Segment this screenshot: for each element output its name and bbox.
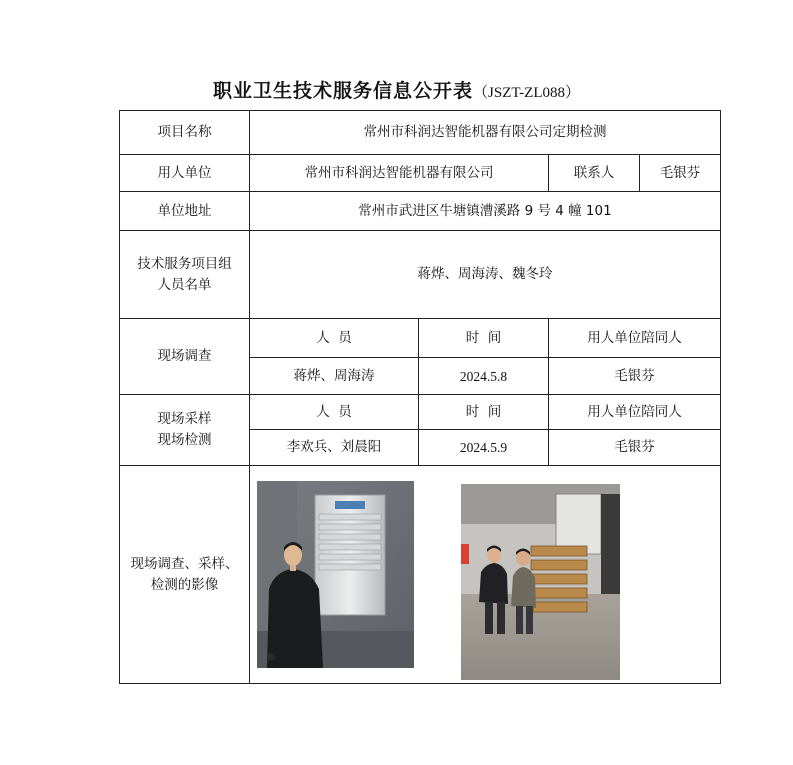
photo-sign-board [257, 481, 414, 668]
survey-col-personnel: 人 员 [250, 319, 419, 358]
row-project-name [120, 111, 721, 155]
row-survey-header [120, 319, 721, 358]
row-images [120, 466, 721, 684]
info-table [119, 110, 721, 684]
title-code: （JSZT-ZL088） [473, 85, 580, 101]
row-team [120, 231, 721, 319]
survey-label: 现场调查 [120, 319, 250, 395]
contact-label: 联系人 [549, 155, 640, 192]
project-name-label: 项目名称 [120, 111, 250, 155]
document-title [0, 76, 793, 103]
survey-col-time: 时 间 [419, 319, 549, 358]
photo-workshop [461, 484, 620, 680]
sampling-escort: 毛银芬 [549, 430, 721, 466]
survey-time: 2024.5.8 [419, 358, 549, 395]
images-label-line2: 检测的影像 [150, 576, 219, 593]
sampling-label-line1: 现场采样 [157, 411, 212, 427]
survey-col-escort: 用人单位陪同人 [549, 319, 721, 358]
survey-personnel: 蒋烨、周海涛 [250, 358, 419, 395]
contact-value: 毛银芬 [640, 155, 721, 192]
row-address [120, 192, 721, 231]
address-label: 单位地址 [120, 192, 250, 231]
project-name-value: 常州市科润达智能机器有限公司定期检测 [250, 111, 721, 155]
images-label [120, 466, 250, 684]
employer-label: 用人单位 [120, 155, 250, 192]
sampling-col-personnel: 人 员 [250, 395, 419, 430]
employer-value: 常州市科润达智能机器有限公司 [250, 155, 549, 192]
sampling-label [120, 395, 250, 466]
team-label-line1: 技术服务项目组 [137, 255, 232, 272]
team-label [120, 231, 250, 319]
sampling-col-time: 时 间 [419, 395, 549, 430]
sampling-time: 2024.5.9 [419, 430, 549, 466]
sampling-personnel: 李欢兵、刘晨阳 [250, 430, 419, 466]
address-value: 常州市武进区牛塘镇漕溪路 9 号 4 幢 101 [250, 192, 721, 231]
team-value: 蒋烨、周海涛、魏冬玲 [250, 231, 721, 319]
team-label-line2: 人员名单 [157, 276, 212, 293]
title-main: 职业卫生技术服务信息公开表 [213, 80, 474, 102]
row-sampling-header [120, 395, 721, 430]
sampling-col-escort: 用人单位陪同人 [549, 395, 721, 430]
survey-escort: 毛银芬 [549, 358, 721, 395]
row-employer [120, 155, 721, 192]
images-label-line1: 现场调查、采样、 [130, 555, 239, 572]
sampling-label-line2: 现场检测 [157, 432, 212, 448]
images-cell [250, 466, 721, 684]
